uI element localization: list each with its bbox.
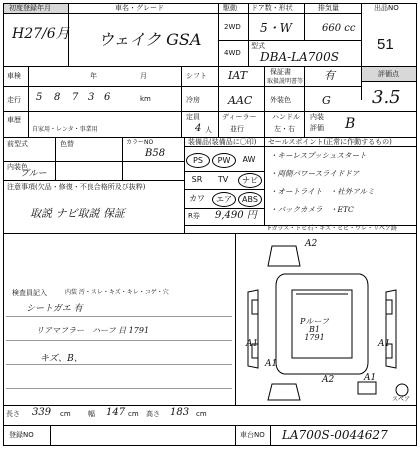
width-label: 幅: [88, 410, 95, 418]
shift-value: IAT: [228, 69, 248, 82]
mark-a1-rear-right: A1: [364, 373, 377, 383]
interior-value: B: [345, 116, 356, 132]
score-value: 3.5: [372, 87, 401, 108]
option-abs: ABS: [238, 192, 262, 207]
sales-point: ・バックカメラ ・ETC: [270, 205, 354, 214]
color-change-label: 色替: [60, 140, 74, 148]
model-value: ウェイク GSA: [98, 30, 202, 49]
equipment-header: 装備品(装備品に〇印): [188, 138, 257, 146]
displacement-label: 排気量: [318, 4, 339, 12]
drive-label: 駆動: [223, 4, 237, 12]
mark-a2-rear: A2: [322, 375, 335, 385]
spare-label: スペア: [392, 396, 411, 403]
capacity-value: 4: [195, 123, 202, 134]
doors-label: ドア数・形状: [251, 4, 293, 12]
type-value: DBA-LA700S: [260, 50, 339, 64]
inspection-month-unit: 月: [140, 72, 147, 80]
option-leather: カワ: [189, 194, 205, 203]
height-label: 高さ: [146, 410, 160, 418]
first-reg-value: H27/6月: [12, 26, 70, 42]
notes-label: 注意事項(欠品・修復・不良合格所及び抜粋): [7, 183, 146, 191]
car-no-value: LA700S-0044627: [282, 428, 388, 442]
option-airbag: エア: [212, 192, 236, 207]
capacity-unit: 人: [205, 126, 212, 134]
lot-value: 51: [377, 36, 394, 53]
option-pw: PW: [212, 153, 236, 168]
first-reg-label: 初度登録年月: [9, 4, 51, 12]
inspection-label: 車検: [7, 72, 21, 80]
ac-value: AAC: [228, 94, 253, 107]
length-label: 長さ: [6, 410, 20, 418]
color-label: 外装色: [270, 96, 291, 104]
odometer-digit: 6: [104, 92, 111, 103]
model-grade-label: 車名・グレード: [115, 4, 164, 12]
odometer-digit: 5: [36, 92, 43, 103]
recycle-label: R券: [188, 212, 200, 220]
handle-value: 左・右: [274, 125, 295, 133]
sales-footer: Fガラス・トビ石・キズ・ヒビ・ワレ・リペア跡: [268, 225, 398, 232]
odometer-digit: 3: [88, 92, 95, 103]
inspector-line: シートガエ 有: [26, 304, 83, 314]
warranty-sub: 取扱説明書等: [267, 78, 304, 85]
color-no-value: B58: [145, 148, 166, 159]
option-ps: PS: [186, 153, 210, 168]
prev-type-label: 前型式: [7, 140, 28, 148]
option-navi: ナビ: [238, 173, 262, 188]
dealer-value: 並行: [230, 125, 244, 133]
inspector-conditions: 内装 汚・スレ・キズ・キレ・コゲ・穴: [65, 289, 169, 296]
sales-header: セールスポイント(正常に作動するもの): [268, 138, 392, 146]
length-unit: cm: [60, 410, 71, 418]
notes-value: 取説 ナビ取説 保証: [30, 207, 125, 220]
history-sub: 自家用・レンタ・事業用: [32, 126, 98, 133]
warranty-label: 保証書: [270, 68, 291, 76]
color-no-label: カラーNO: [126, 139, 154, 146]
color-value: G: [322, 94, 331, 107]
mark-a1-rear-left: A1: [265, 359, 278, 369]
dealer-label: ディーラー: [222, 113, 257, 121]
car-no-label: 車台NO: [240, 431, 265, 439]
sales-point: ・オートライト ・社外アルミ: [270, 187, 375, 196]
mark-a1-right: A1: [378, 339, 391, 349]
roof-note: Pルーフ B1 1791: [300, 317, 329, 342]
doors-value: 5・W: [260, 21, 292, 35]
odometer: [32, 90, 150, 106]
shift-label: シフト: [186, 72, 207, 80]
drive-2wd: 2WD: [224, 23, 241, 31]
capacity-label: 定員: [186, 113, 200, 121]
lot-label: 出品NO: [374, 4, 399, 12]
history-label: 車歴: [7, 116, 21, 124]
inspection-year-unit: 年: [90, 72, 97, 80]
inspector-line: リアマフラー ハーフ 目 1791: [36, 326, 150, 335]
interior-sub: 評価: [310, 124, 324, 132]
score-label: 評価点: [378, 70, 399, 78]
width-value: 147: [106, 407, 126, 418]
interior-color-label: 内装色: [7, 163, 28, 171]
ac-label: 冷房: [186, 96, 200, 104]
option-tv: TV: [217, 175, 229, 184]
recycle-value: 9,490 円: [215, 210, 257, 221]
interior-color-value: ブルー: [20, 169, 47, 179]
length-value: 339: [32, 407, 52, 418]
equipment-grid: [184, 149, 264, 206]
option-aw: AW: [242, 155, 256, 164]
mark-a1-left: A1: [246, 339, 259, 349]
option-sr: SR: [191, 175, 203, 184]
interior-label: 内装: [310, 113, 324, 121]
warranty-value: 有: [324, 69, 335, 82]
height-unit: cm: [196, 410, 207, 418]
reg-no-label: 登録NO: [9, 431, 34, 439]
drive-4wd: 4WD: [224, 49, 241, 57]
inspector-notes: [6, 300, 232, 400]
displacement-value: 660 cc: [322, 23, 356, 34]
inspector-line: キズ、B、: [40, 354, 83, 364]
mileage-unit: km: [140, 95, 151, 103]
type-label: 型式: [251, 42, 265, 50]
height-value: 183: [170, 407, 190, 418]
mileage-label: 走行: [7, 96, 21, 104]
sales-point: ・キーレスプッシュスタート: [270, 151, 367, 160]
odometer-digit: 7: [72, 92, 79, 103]
inspector-label: 検査員記入: [12, 289, 47, 297]
width-unit: cm: [128, 410, 139, 418]
sales-point: ・両側パワースライドドア: [270, 169, 360, 178]
handle-label: ハンドル: [272, 113, 300, 121]
mark-a2-top: A2: [305, 239, 318, 249]
odometer-digit: 8: [54, 92, 61, 103]
